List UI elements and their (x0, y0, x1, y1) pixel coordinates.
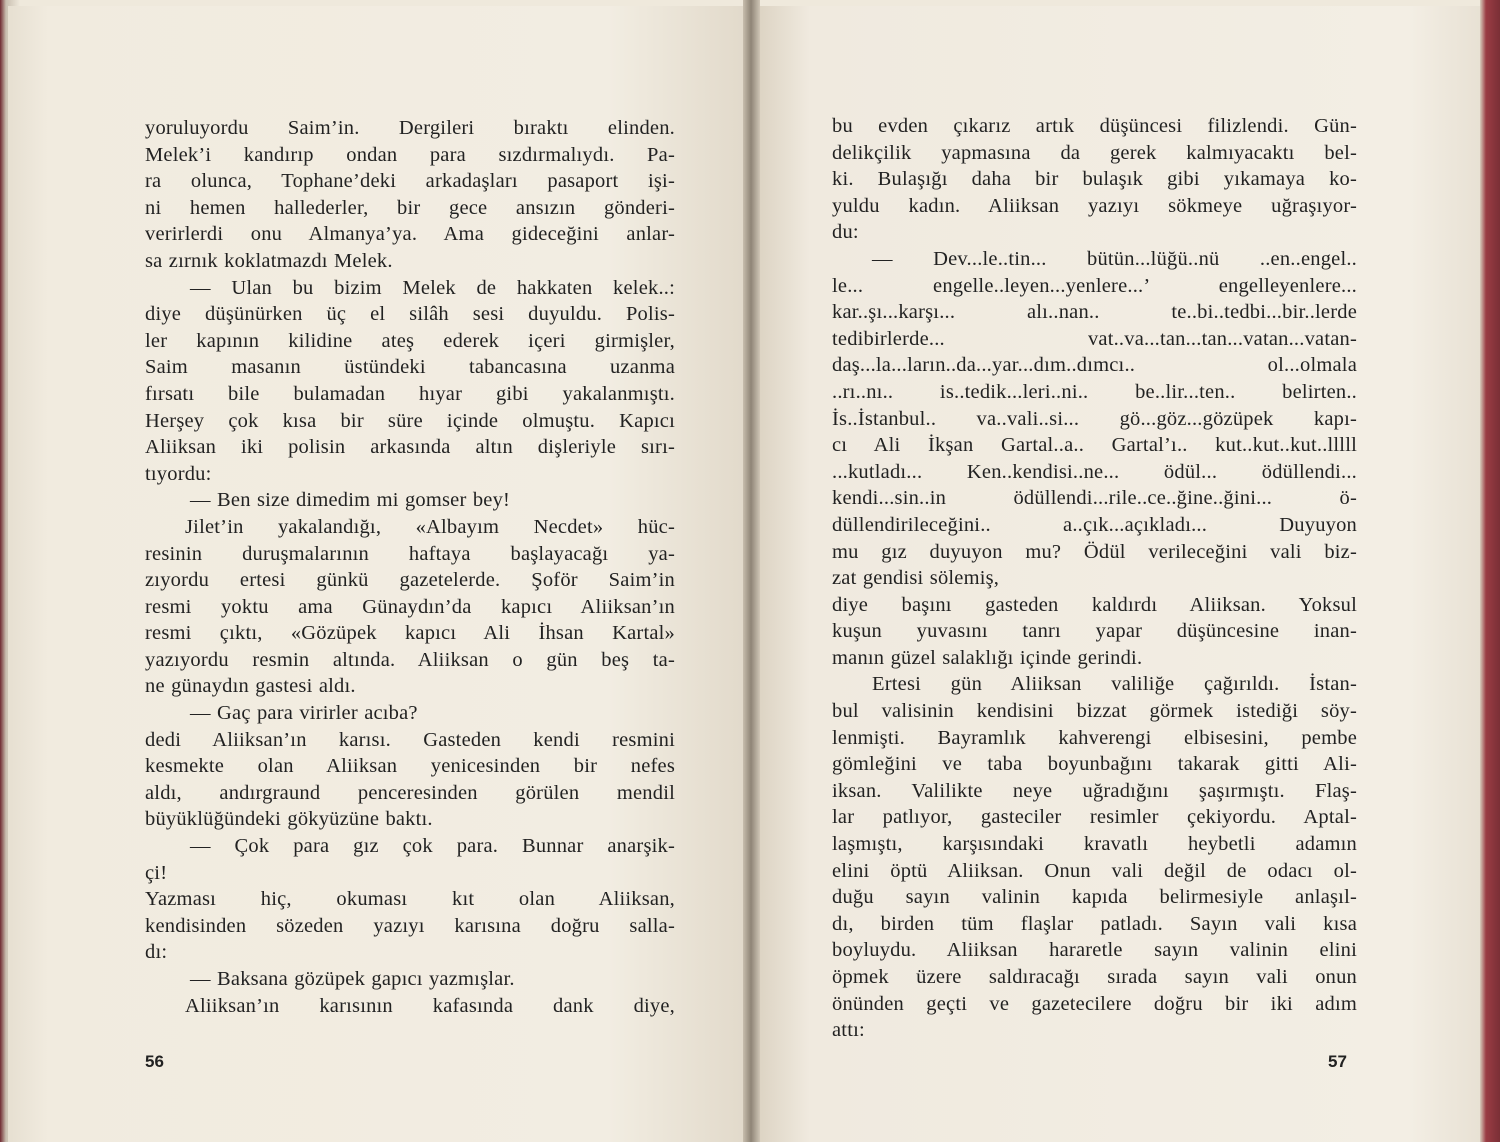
text-line: büyüklüğündeki gökyüzüne baktı. (145, 808, 433, 831)
text-line: sa zırnık koklatmazdı Melek. (145, 249, 393, 272)
text-line: yazıyordu resmin altında. Aliiksan o gün beş ta- (145, 648, 675, 671)
text-line: — Baksana gözüpek gapıcı yazmışlar. (190, 968, 515, 990)
left-page-number: 56 (145, 1052, 164, 1071)
text-line: yoruluyordu Saim’in. Dergileri bıraktı elinden. (145, 117, 675, 139)
text-line: kuşun yuvasını tanrı yapar düşüncesine inan- (832, 620, 1357, 643)
text-line: Ertesi gün Aliiksan valiliğe çağırıldı. İstan- (872, 673, 1357, 696)
text-line: — Dev...le..tin... bütün...lüğü..nü ..en..engel.. (872, 247, 1357, 270)
text-line: ne günaydın gastesi aldı. (145, 675, 356, 698)
text-line: attı: (832, 1019, 865, 1042)
text-line: tıyordu: (145, 462, 212, 485)
book-cover-edge (1480, 0, 1500, 1142)
text-line: bu evden çıkarız artık düşüncesi filizlendi. Gün- (832, 115, 1357, 137)
text-line: Melek’i kandırıp ondan para sızdırmalıydı. Pa- (145, 143, 675, 166)
text-line: çi! (145, 861, 168, 884)
text-line: İs..İstanbul.. va..vali..si... gö...göz...gözüpek kapı- (832, 407, 1357, 430)
text-line: daş...la...ların..da...yar...dım..dımcı.. ol...olmala (832, 354, 1357, 377)
text-line: du: (832, 221, 859, 244)
text-line: tedibirlerde... vat..va...tan...tan...vatan...vatan- (832, 327, 1357, 350)
text-line: Jilet’in yakalandığı, «Albayım Necdet» hüc- (185, 515, 675, 538)
text-line: — Ben size dimedim mi gomser bey! (190, 489, 511, 512)
text-line: önünden geçti ve gazetecilere doğru bir iki adım (832, 992, 1357, 1015)
text-line: aldı, andırgraund penceresinden görülen mendil (145, 781, 675, 804)
text-line: gömleğini ve taba boyunbağını takarak gitti Ali- (832, 753, 1357, 776)
text-line: — Ulan bu bizim Melek de hakkaten kelek..: (190, 276, 675, 299)
text-line: lenmişti. Bayramlık kahverengi elbisesini, pembe (832, 726, 1357, 749)
text-line: mu gız duyuyon mu? Ödül verileceğini vali biz- (832, 540, 1357, 563)
text-line: — Gaç para virirler acıba? (190, 702, 418, 725)
text-line: Aliiksan’ın karısının kafasında dank diye, (185, 994, 675, 1017)
text-line: zıyordu ertesi günkü gazetelerde. Şoför Saim’in (145, 569, 675, 592)
text-line: resinin duruşmalarının haftaya başlayacağı ya- (145, 542, 675, 565)
text-line: ni hemen hallederler, bir gece ansızın gönderi- (145, 196, 675, 219)
text-line: dı, birden tüm flaşlar patladı. Sayın vali kısa (832, 912, 1357, 935)
text-line: yuldu kadın. Aliiksan yazıyı sökmeye uğraşıyor- (832, 194, 1357, 217)
right-page-text (832, 113, 1357, 1044)
text-line: kesmekte olan Aliiksan yenicesinden bir nefes (145, 755, 675, 778)
text-line: le... engelle..leyen...yenlere...’ engelleyenlere... (832, 274, 1357, 297)
text-line: delikçilik yapmasına da gerek kalmıyacaktı bel- (832, 141, 1357, 164)
text-line: verirlerdi onu Almanya’ya. Ama gideceğini anlar- (145, 223, 675, 246)
text-line: kar..şı...karşı... alı..nan.. te..bi..tedbi...bir..lerde (832, 301, 1357, 324)
text-line: kendi...sin..in ödüllendi...rile..ce..ğine..ğini... ö- (832, 487, 1357, 510)
text-line: boyluydu. Aliiksan hararetle sayın valinin elini (832, 939, 1357, 962)
text-line: laşmıştı, karşısındaki kravatlı heybetli adamın (832, 833, 1357, 856)
text-line: iksan. Valilikte neye uğradığını şaşırmıştı. Flaş- (832, 779, 1357, 802)
text-line: ki. Bulaşığı daha bir bulaşık gibi yıkamaya ko- (832, 168, 1357, 191)
text-line: ra olunca, Tophane’deki arkadaşları pasaport işi- (145, 170, 675, 193)
text-line: duğu sayın valinin kapıda belirmesiyle anlaşıl- (832, 886, 1357, 909)
text-line: düllendirileceğini.. a..çık...açıkladı... Duyuyon (832, 513, 1357, 536)
text-line: cı Ali İkşan Gartal..a.. Gartal’ı.. kut..kut..kut..lllll (832, 434, 1357, 457)
text-line: lar patlıyor, gasteciler resimler çekiyordu. Aptal- (832, 806, 1357, 829)
book-gutter (743, 0, 760, 1142)
left-page-text (145, 115, 675, 1019)
text-line: zat gendisi sölemiş, (832, 567, 1000, 590)
text-line: kendisinden sözeden yazıyı karısına doğru salla- (145, 914, 675, 937)
text-line: Herşey çok kısa bir süre içinde olmuştu. Kapıcı (145, 409, 675, 432)
text-line: Aliiksan iki polisin arkasında altın dişleriyle sırı- (145, 436, 675, 459)
text-line: ..rı..nı.. is..tedik...leri..ni.. be..lir...ten.. belirten.. (832, 380, 1357, 403)
text-line: manın güzel salaklığı içinde gerindi. (832, 646, 1143, 669)
text-line: resmi çıktı, «Gözüpek kapıcı Ali İhsan Kartal» (145, 622, 675, 645)
text-line: diye düşünürken üç el silâh sesi duyuldu. Polis- (145, 303, 675, 326)
text-line: ler kapının kilidine ateş ederek içeri girmişler, (145, 329, 675, 352)
text-line: ...kutladı... Ken..kendisi..ne... ödül... ödüllendi... (832, 460, 1357, 483)
text-line: Saim masanın üstündeki tabancasına uzanma (145, 356, 675, 379)
text-line: diye başını gasteden kaldırdı Aliiksan. Yoksul (832, 593, 1357, 616)
text-line: dedi Aliiksan’ın karısı. Gasteden kendi resmini (145, 728, 675, 751)
text-line: fırsatı bile bulamadan hıyar gibi yakalanmıştı. (145, 382, 675, 405)
text-line: dı: (145, 941, 168, 964)
text-line: Yazması hiç, okuması kıt olan Aliiksan, (145, 888, 675, 911)
right-page-number: 57 (1328, 1052, 1347, 1071)
text-line: öpmek üzere saldıracağı sırada sayın vali onun (832, 966, 1357, 988)
text-line: bul valisinin kendisini bizzat görmek istediği söy- (832, 700, 1357, 723)
text-line: elini öptü Aliiksan. Onun vali değil de odacı ol- (832, 859, 1357, 882)
text-line: resmi yoktu ama Günaydın’da kapıcı Aliiksan’ın (145, 595, 675, 618)
text-line: — Çok para gız çok para. Bunnar anarşik- (190, 835, 675, 858)
